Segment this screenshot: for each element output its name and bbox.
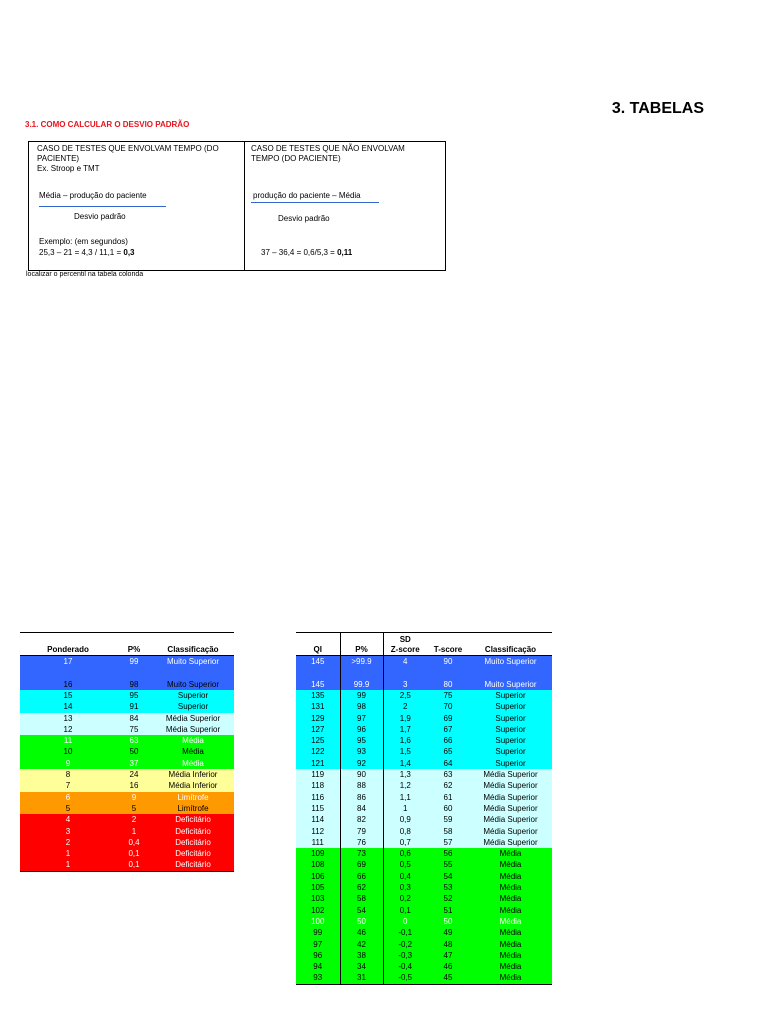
col-header-classification: Classificação [484, 644, 537, 654]
non-time-tests-heading [251, 144, 441, 164]
table-cell: Média [499, 905, 522, 915]
table-cell: 4 [403, 657, 408, 666]
table-cell: 56 [443, 849, 453, 859]
table-cell: Média [182, 758, 204, 768]
table-cell: Deficitário [175, 826, 211, 836]
table-row [20, 735, 234, 746]
table-cell: 66 [443, 736, 453, 746]
table-cell: 2,5 [399, 691, 411, 700]
table-cell: Limítrofe [177, 792, 209, 802]
iq-score-table-header [296, 633, 552, 656]
table-cell: Média [499, 849, 522, 859]
table-cell: 1,2 [399, 781, 411, 791]
table-cell: Deficitário [175, 860, 211, 870]
table-cell: 54 [443, 871, 453, 881]
non-time-tests-numerator: produção do paciente – Média [253, 191, 361, 200]
table-row [296, 826, 552, 837]
time-tests-heading-line-1: CASO DE TESTES QUE ENVOLVAM TEMPO (DO [37, 144, 219, 153]
table-cell: Média Superior [483, 826, 538, 836]
table-cell: Média [499, 871, 522, 881]
table-row [296, 769, 552, 780]
table-row [296, 905, 552, 916]
table-row [20, 713, 234, 724]
table-cell: 1,6 [399, 736, 411, 746]
table-cell: 129 [296, 713, 340, 724]
table-cell: 105 [296, 882, 340, 893]
table-cell: 58 [443, 826, 453, 836]
table-cell: 10 [63, 747, 73, 757]
table-cell: 1 [65, 849, 71, 859]
table-cell: Superior [495, 691, 526, 700]
table-cell: -0,1 [398, 928, 413, 938]
time-tests-heading-line-2: PACIENTE) [37, 154, 80, 163]
table-cell: 84 [340, 803, 383, 814]
time-tests-example-result: 0,3 [123, 248, 135, 257]
table-cell: 92 [340, 758, 383, 769]
table-cell: Média [499, 973, 522, 983]
table-cell: 0,5 [399, 860, 411, 870]
table-cell: Média [499, 894, 522, 904]
table-cell: Muito Superior [484, 657, 537, 666]
table-row [296, 927, 552, 938]
table-row [20, 803, 234, 814]
table-row [20, 814, 234, 825]
table-cell: 60 [443, 803, 453, 813]
table-cell: 109 [296, 848, 340, 859]
table-cell: 1,4 [399, 758, 411, 768]
table-row [296, 690, 552, 701]
non-time-tests-example-calc: 37 – 36,4 = 0,6/5,3 = [261, 248, 338, 257]
table-cell: 100 [296, 916, 340, 927]
table-cell: 102 [296, 905, 340, 916]
non-time-tests-example-result: 0,11 [337, 248, 353, 257]
table-cell: 59 [443, 815, 453, 825]
table-cell: 73 [340, 848, 383, 859]
table-cell: 64 [443, 758, 453, 768]
iq-score-table-body [296, 656, 552, 985]
table-row [296, 792, 552, 803]
table-cell: Limítrofe [177, 803, 209, 813]
table-cell: 3 [65, 826, 71, 836]
table-cell: 8 [65, 770, 71, 780]
table-cell: 54 [340, 905, 383, 916]
table-cell: Superior [495, 747, 526, 757]
table-cell: 0,2 [399, 894, 411, 904]
table-cell: 96 [340, 724, 383, 735]
table-cell: 99 [340, 690, 383, 701]
table-cell: 99 [296, 927, 340, 938]
table-cell: 88 [340, 780, 383, 791]
col-header-qi: QI [296, 633, 340, 656]
table-cell: Superior [495, 702, 526, 712]
table-row [20, 701, 234, 712]
table-cell: Deficitário [175, 849, 211, 859]
table-cell: 95 [340, 735, 383, 746]
table-cell: 52 [443, 894, 453, 904]
table-cell: Média Superior [483, 815, 538, 825]
time-tests-fraction-line [39, 206, 166, 207]
table-cell: 0,1 [399, 905, 411, 915]
col-header-percentile: P% [127, 644, 141, 654]
table-cell: 1 [131, 826, 137, 836]
table-cell: 125 [296, 735, 340, 746]
table-row [20, 837, 234, 848]
table-cell: 49 [443, 928, 453, 938]
table-row [296, 758, 552, 769]
table-cell: 67 [443, 724, 453, 734]
table-cell: Superior [177, 702, 209, 712]
table-row [296, 814, 552, 825]
table-cell: Média [182, 747, 204, 757]
table-cell: Média [499, 962, 522, 972]
table-cell: 50 [129, 747, 139, 757]
time-tests-example-calc: 25,3 – 21 = 4,3 / 11,1 = [39, 248, 124, 257]
table-cell: Média Inferior [168, 781, 218, 791]
table-cell: 111 [296, 837, 340, 848]
table-cell: 99.9 [340, 673, 383, 690]
table-cell: 108 [296, 859, 340, 870]
table-cell: 0,4 [128, 837, 140, 847]
table-cell: 135 [296, 690, 340, 701]
table-cell: 95 [129, 691, 139, 700]
table-cell: 42 [340, 939, 383, 950]
table-cell: 94 [296, 961, 340, 972]
table-cell: Muito Superior [166, 657, 220, 666]
table-cell: 69 [340, 859, 383, 870]
time-tests-heading [37, 144, 242, 174]
table-cell: Muito Superior [166, 679, 220, 689]
table-cell: 0,9 [399, 815, 411, 825]
time-tests-example-tests: Ex. Stroop e TMT [37, 164, 100, 173]
table-row [20, 724, 234, 735]
table-cell: 0,1 [128, 860, 140, 870]
table-cell: -0,5 [398, 973, 413, 983]
non-time-tests-denominator: Desvio padrão [278, 214, 330, 223]
formula-box-divider [244, 142, 245, 270]
page-title: 3. TABELAS [611, 100, 704, 117]
table-cell: 75 [129, 724, 139, 734]
non-time-tests-heading-line-2: TEMPO (DO PACIENTE) [251, 154, 341, 163]
table-cell: 127 [296, 724, 340, 735]
table-cell: 46 [340, 927, 383, 938]
table-cell: 31 [340, 972, 383, 984]
table-row [296, 701, 552, 712]
table-row [20, 690, 234, 701]
table-row [296, 780, 552, 791]
table-cell: 1,9 [399, 713, 411, 723]
table-cell: 121 [296, 758, 340, 769]
table-cell: Média [499, 928, 522, 938]
table-cell: 50 [340, 916, 383, 927]
table-cell: Superior [495, 736, 526, 746]
table-cell: 2 [403, 702, 408, 712]
table-cell: Muito Superior [484, 679, 537, 689]
table-cell: Média Superior [483, 781, 538, 791]
table-cell: Superior [495, 724, 526, 734]
table-row [20, 746, 234, 757]
table-cell: Média Superior [165, 713, 221, 723]
col-header-percentile: P% [340, 633, 383, 656]
table-cell: 15 [63, 691, 73, 700]
table-cell: 16 [63, 679, 73, 689]
table-cell: >99.9 [340, 656, 383, 674]
table-cell: Média [499, 950, 522, 960]
table-cell: Superior [495, 713, 526, 723]
table-row [296, 656, 552, 674]
table-cell: 76 [340, 837, 383, 848]
table-cell: 50 [443, 916, 453, 926]
table-cell: 1,5 [399, 747, 411, 757]
table-cell: 86 [340, 792, 383, 803]
table-cell: Média [499, 883, 522, 893]
table-cell: 63 [443, 770, 453, 780]
non-time-tests-example [261, 248, 352, 258]
non-time-tests-heading-line-1: CASO DE TESTES QUE NÃO ENVOLVAM [251, 144, 405, 153]
table-row [296, 713, 552, 724]
table-cell: 82 [340, 814, 383, 825]
table-cell: 5 [131, 803, 137, 813]
table-cell: 3 [403, 679, 408, 689]
table-cell: 1 [65, 860, 71, 870]
table-cell: 116 [296, 792, 340, 803]
table-cell: 12 [63, 724, 73, 734]
table-cell: 62 [443, 781, 453, 791]
table-cell: 115 [296, 803, 340, 814]
weighted-score-table [20, 632, 234, 872]
table-cell: 65 [443, 747, 453, 757]
table-cell: 0,3 [399, 883, 411, 893]
table-cell: 51 [443, 905, 453, 915]
table-row [296, 916, 552, 927]
table-cell: Deficitário [175, 837, 211, 847]
table-cell: 99 [129, 657, 139, 666]
table-row [296, 746, 552, 757]
table-cell: 97 [296, 939, 340, 950]
table-row [296, 848, 552, 859]
table-row [296, 882, 552, 893]
table-row [20, 826, 234, 837]
table-row [20, 780, 234, 791]
table-cell: 79 [340, 826, 383, 837]
table-cell: 63 [129, 736, 139, 746]
time-tests-numerator: Média – produção do paciente [39, 191, 147, 200]
table-row [296, 972, 552, 984]
table-cell: 122 [296, 746, 340, 757]
table-cell: 91 [129, 702, 139, 712]
col-header-z-score: SD Z-score [390, 635, 420, 654]
table-cell: Média [499, 916, 522, 926]
table-row [20, 848, 234, 859]
table-cell: 9 [65, 758, 71, 768]
table-cell: 93 [340, 746, 383, 757]
table-cell: 0,7 [399, 837, 411, 847]
table-cell: 17 [63, 657, 73, 666]
table-cell: Superior [495, 758, 526, 768]
table-cell: Deficitário [175, 815, 211, 825]
table-cell: 11 [63, 736, 73, 746]
table-cell: 55 [443, 860, 453, 870]
table-cell: 90 [340, 769, 383, 780]
table-row [20, 673, 234, 690]
table-cell: 103 [296, 893, 340, 904]
table-row [296, 950, 552, 961]
table-cell: 48 [443, 939, 453, 949]
table-cell: Média Superior [483, 792, 538, 802]
table-cell: 96 [296, 950, 340, 961]
table-cell: 93 [296, 972, 340, 984]
table-row [296, 859, 552, 870]
table-cell: 1,7 [399, 724, 411, 734]
table-cell: 90 [443, 657, 453, 666]
table-cell: 53 [443, 883, 453, 893]
table-cell: Média [499, 860, 522, 870]
table-cell: Média Superior [165, 724, 221, 734]
table-cell: 0,8 [399, 826, 411, 836]
table-cell: 98 [129, 679, 139, 689]
time-tests-example [39, 248, 135, 258]
table-cell: 46 [443, 962, 453, 972]
table-cell: 13 [63, 713, 73, 723]
table-cell: 1,3 [399, 770, 411, 780]
table-cell: -0,3 [398, 950, 413, 960]
weighted-score-table-header [20, 633, 234, 656]
table-cell: 0,4 [399, 871, 411, 881]
table-cell: 98 [340, 701, 383, 712]
table-cell: 114 [296, 814, 340, 825]
table-cell: 9 [131, 792, 137, 802]
table-cell: 34 [340, 961, 383, 972]
table-cell: 119 [296, 769, 340, 780]
table-row [296, 673, 552, 690]
table-cell: 61 [443, 792, 453, 802]
table-cell: 1 [403, 803, 408, 813]
table-cell: 131 [296, 701, 340, 712]
table-cell: 0,6 [399, 849, 411, 859]
table-row [20, 769, 234, 780]
table-cell: 0,1 [128, 849, 140, 859]
col-header-t-score: T-score [433, 644, 463, 654]
table-cell: 118 [296, 780, 340, 791]
formula-box [28, 141, 446, 271]
table-row [296, 961, 552, 972]
table-cell: Média Superior [483, 770, 538, 780]
table-cell: Média [499, 939, 522, 949]
table-cell: 5 [65, 803, 71, 813]
table-row [296, 803, 552, 814]
table-row [20, 792, 234, 803]
iq-score-table [296, 632, 552, 985]
table-cell: 16 [129, 781, 139, 791]
footnote: localizar o percentil na tabela colorida [26, 271, 144, 278]
non-time-tests-fraction-line [251, 202, 379, 203]
table-cell: -0,4 [398, 962, 413, 972]
table-cell: 75 [443, 691, 453, 700]
table-cell: Média Inferior [168, 770, 218, 780]
table-cell: 80 [443, 679, 453, 689]
weighted-score-table-body [20, 656, 234, 872]
table-cell: 6 [65, 792, 71, 802]
table-row [296, 837, 552, 848]
table-row [20, 859, 234, 871]
table-cell: 66 [340, 871, 383, 882]
table-cell: 24 [129, 770, 139, 780]
table-row [20, 758, 234, 769]
table-row [296, 724, 552, 735]
table-cell: 112 [296, 826, 340, 837]
table-cell: 69 [443, 713, 453, 723]
table-cell: 7 [65, 781, 71, 791]
table-cell: Superior [177, 691, 209, 700]
table-cell: 1,1 [399, 792, 411, 802]
time-tests-example-label: Exemplo: (em segundos) [39, 237, 128, 246]
table-cell: 62 [340, 882, 383, 893]
table-cell: 14 [63, 702, 73, 712]
table-cell: 97 [340, 713, 383, 724]
table-cell: Média Superior [483, 803, 538, 813]
table-row [296, 893, 552, 904]
time-tests-denominator: Desvio padrão [74, 212, 126, 221]
table-cell: 45 [443, 973, 453, 983]
table-row [296, 735, 552, 746]
table-cell: 106 [296, 871, 340, 882]
table-cell: -0,2 [398, 939, 413, 949]
table-cell: 84 [129, 713, 139, 723]
table-cell: 47 [443, 950, 453, 960]
table-cell: 2 [131, 815, 137, 825]
col-header-ponderado: Ponderado [47, 644, 89, 654]
table-cell: Média [182, 736, 204, 746]
table-row [20, 656, 234, 674]
table-cell: Média Superior [483, 837, 538, 847]
table-row [296, 871, 552, 882]
table-cell: 4 [65, 815, 71, 825]
table-cell: 58 [340, 893, 383, 904]
table-cell: 70 [443, 702, 453, 712]
table-row [296, 939, 552, 950]
col-header-classification: Classificação [167, 644, 219, 654]
table-cell: 37 [129, 758, 139, 768]
table-cell: 57 [443, 837, 453, 847]
table-cell: 145 [296, 673, 340, 690]
table-cell: 0 [403, 916, 408, 926]
table-cell: 2 [65, 837, 71, 847]
section-title: 3.1. COMO CALCULAR O DESVIO PADRÃO [25, 120, 190, 129]
table-cell: 38 [340, 950, 383, 961]
table-cell: 145 [296, 656, 340, 674]
